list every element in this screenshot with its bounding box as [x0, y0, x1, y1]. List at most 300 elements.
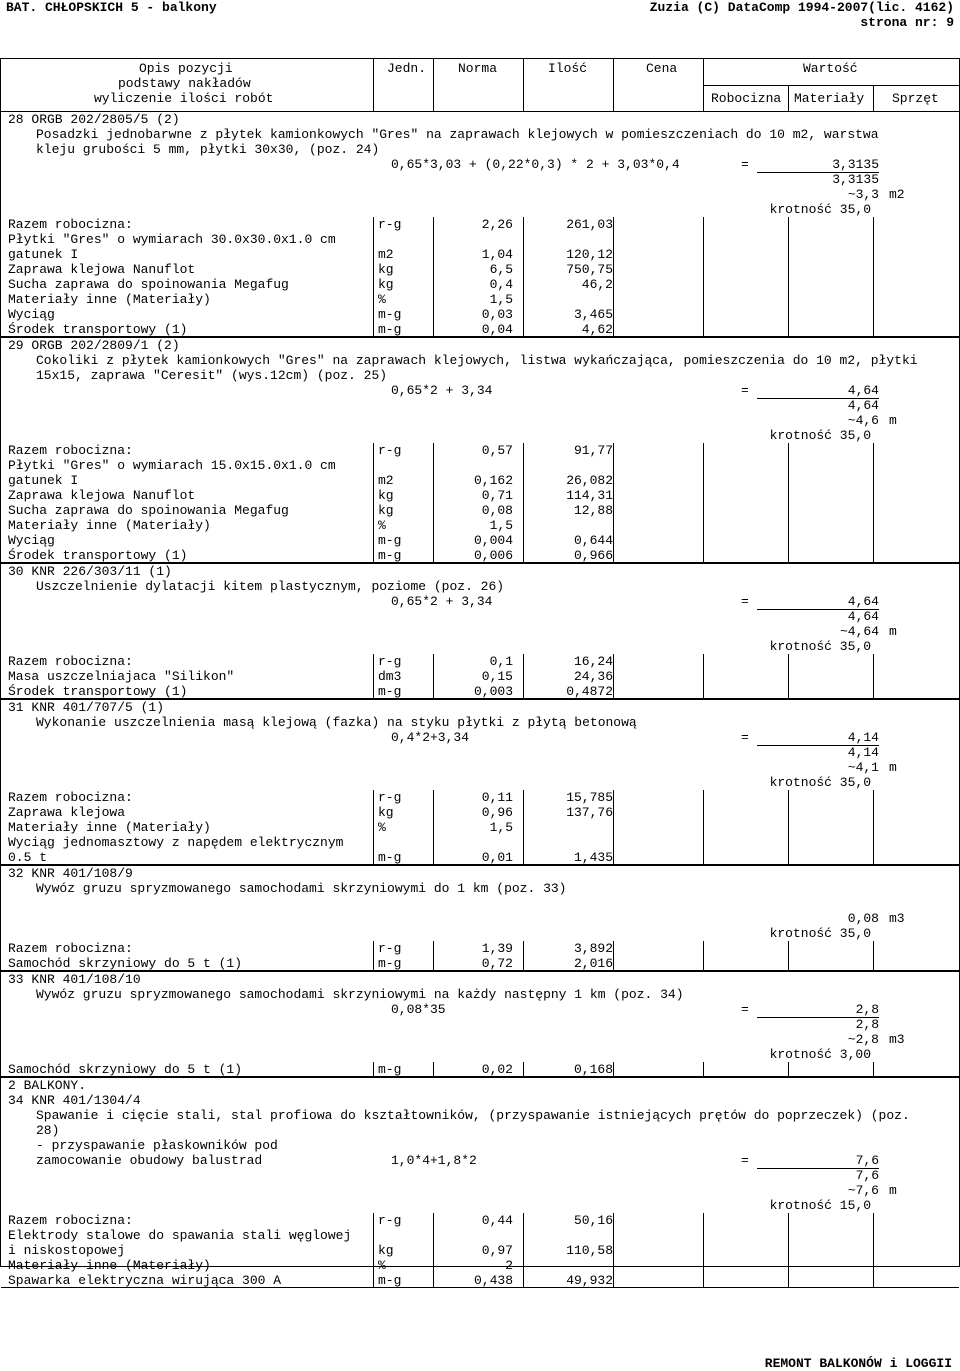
column-rule	[373, 247, 374, 262]
resource-unit: m-g	[378, 1273, 402, 1288]
quantity-unit: m3	[889, 1032, 905, 1047]
column-rule	[523, 835, 524, 850]
column-rule	[373, 654, 374, 669]
formula-result: 4,64	[757, 383, 879, 399]
column-rule	[523, 322, 524, 337]
quantity-value	[1, 398, 959, 413]
resource-row	[1, 790, 959, 805]
column-rule	[788, 232, 789, 247]
table-body	[1, 111, 959, 1288]
quantity-unit: m	[889, 413, 897, 428]
column-rule	[788, 850, 789, 865]
column-rule	[873, 473, 874, 488]
column-rule	[433, 307, 434, 322]
resource-quantity: 26,082	[566, 473, 613, 488]
column-rule	[873, 458, 874, 473]
column-rule	[373, 1273, 374, 1288]
resource-quantity: 91,77	[573, 443, 613, 458]
column-rule	[788, 262, 789, 277]
resource-unit: r-g	[378, 443, 402, 458]
column-rule	[433, 956, 434, 971]
position-header	[1, 971, 959, 987]
column-rule	[433, 790, 434, 805]
resource-row	[1, 1062, 959, 1077]
resource-norma: 0,08	[481, 503, 513, 518]
quantity-unit: m2	[889, 187, 905, 202]
column-rule	[373, 669, 374, 684]
column-rule	[788, 518, 789, 533]
column-rule	[613, 790, 614, 805]
column-rule	[433, 1062, 434, 1077]
description-text: - przyspawanie płaskowników pod	[36, 1138, 278, 1153]
column-rule	[373, 820, 374, 835]
column-rule	[523, 443, 524, 458]
column-rule	[788, 292, 789, 307]
resource-name: Razem robocizna:	[8, 443, 133, 458]
resource-unit: kg	[378, 277, 394, 292]
multiplier-text: krotność 35,0	[769, 926, 871, 941]
column-rule	[703, 292, 704, 307]
col-norma: Norma	[458, 61, 498, 76]
col-ilosc: Ilość	[548, 61, 588, 76]
column-rule	[523, 820, 524, 835]
column-rule	[433, 1213, 434, 1228]
resource-quantity: 120,12	[566, 247, 613, 262]
resource-row	[1, 322, 959, 337]
resource-row	[1, 941, 959, 956]
col-opis-3: wyliczenie ilości robót	[94, 91, 274, 106]
equals-sign: =	[741, 1153, 749, 1168]
column-rule	[873, 232, 874, 247]
column-rule	[613, 277, 614, 292]
column-rule	[433, 1243, 434, 1258]
position-description	[1, 715, 959, 730]
resource-row	[1, 307, 959, 322]
quantity-unit: m	[889, 1183, 897, 1198]
resource-norma: 0,1	[489, 654, 513, 669]
formula-text: 1,0*4+1,8*2	[391, 1153, 477, 1168]
column-rule	[788, 247, 789, 262]
column-rule	[873, 790, 874, 805]
quantity-value	[1, 187, 959, 202]
column-rule	[373, 533, 374, 548]
column-rule	[373, 1258, 374, 1273]
column-rule	[373, 850, 374, 865]
column-rule	[613, 956, 614, 971]
column-rule	[788, 1258, 789, 1273]
resource-norma: 0,44	[481, 1213, 513, 1228]
column-rule	[373, 443, 374, 458]
column-rule	[433, 217, 434, 232]
column-rule	[373, 941, 374, 956]
resource-name: Środek transportowy (1)	[8, 322, 188, 337]
column-rule	[613, 805, 614, 820]
column-rule	[703, 941, 704, 956]
multiplier-text: krotność 15,0	[769, 1198, 871, 1213]
column-rule	[703, 277, 704, 292]
resource-row	[1, 548, 959, 563]
quantity-formula	[1, 383, 959, 398]
column-rule	[788, 654, 789, 669]
column-rule	[433, 684, 434, 699]
quantity-unit: m3	[889, 911, 905, 926]
column-rule	[613, 262, 614, 277]
resource-quantity: 24,36	[573, 669, 613, 684]
multiplier-text: krotność 35,0	[769, 202, 871, 217]
column-rule	[873, 262, 874, 277]
quantity-number: 7,6	[855, 1168, 879, 1183]
column-rule	[613, 503, 614, 518]
column-rule	[788, 956, 789, 971]
column-rule	[703, 518, 704, 533]
description-text: 15x15, zaprawa "Ceresit" (wys.12cm) (poz. 25)	[36, 368, 388, 383]
resource-unit: m-g	[378, 548, 402, 563]
resource-unit: kg	[378, 1243, 394, 1258]
column-rule	[523, 458, 524, 473]
column-rule	[703, 805, 704, 820]
column-rule	[433, 835, 434, 850]
resource-row	[1, 850, 959, 865]
resource-quantity: 49,932	[566, 1273, 613, 1288]
column-rule	[523, 533, 524, 548]
column-rule	[703, 488, 704, 503]
quantity-formula	[1, 157, 959, 172]
column-rule	[523, 518, 524, 533]
column-rule	[523, 292, 524, 307]
col-opis-1: Opis pozycji	[139, 61, 233, 76]
quantity-number: ~4,1	[847, 760, 879, 775]
resource-norma: 0,72	[481, 956, 513, 971]
column-rule	[523, 1243, 524, 1258]
resource-norma: 6,5	[489, 262, 513, 277]
position-description	[1, 368, 959, 383]
description-text: kleju grubości 5 mm, płytki 30x30, (poz. 24)	[36, 142, 380, 157]
resource-name: Materiały inne (Materiały)	[8, 820, 211, 835]
column-rule	[373, 684, 374, 699]
resource-unit: m-g	[378, 850, 402, 865]
position-code: 34 KNR 401/1304/4	[8, 1093, 141, 1108]
column-rule	[873, 1228, 874, 1243]
resource-norma: 1,39	[481, 941, 513, 956]
column-rule	[433, 533, 434, 548]
quantity-value	[1, 1017, 959, 1032]
column-rule	[703, 654, 704, 669]
resource-quantity: 3,892	[573, 941, 613, 956]
quantity-formula	[1, 594, 959, 609]
resource-row	[1, 292, 959, 307]
column-rule	[523, 805, 524, 820]
column-rule	[373, 217, 374, 232]
multiplier	[1, 775, 959, 790]
column-rule	[373, 322, 374, 337]
multiplier	[1, 1047, 959, 1062]
column-rule	[873, 1243, 874, 1258]
column-rule	[373, 956, 374, 971]
resource-norma: 1,5	[489, 292, 513, 307]
column-rule	[703, 820, 704, 835]
column-rule	[788, 669, 789, 684]
column-rule	[703, 1258, 704, 1273]
column-rule	[433, 1228, 434, 1243]
column-rule	[523, 1213, 524, 1228]
column-rule	[873, 835, 874, 850]
column-rule	[523, 790, 524, 805]
quantity-value	[1, 1168, 959, 1183]
column-rule	[788, 1273, 789, 1288]
description-text: Wykonanie uszczelnienia masą klejową (fazka) na styku płytki z płytą betonową	[36, 715, 637, 730]
column-rule	[433, 820, 434, 835]
resource-norma: 0,04	[481, 322, 513, 337]
column-rule	[873, 518, 874, 533]
resource-name: Płytki "Gres" o wymiarach 15.0x15.0x1.0 cm	[8, 458, 336, 473]
column-rule	[523, 262, 524, 277]
column-rule	[703, 262, 704, 277]
equals-sign: =	[741, 1002, 749, 1017]
column-rule	[873, 307, 874, 322]
multiplier	[1, 639, 959, 654]
resource-norma: 0,438	[473, 1273, 513, 1288]
position-description	[1, 1138, 959, 1153]
quantity-number: 2,8	[855, 1017, 879, 1032]
column-rule	[613, 820, 614, 835]
position-code: 32 KNR 401/108/9	[8, 866, 133, 881]
column-rule	[373, 292, 374, 307]
column-rule	[373, 548, 374, 563]
quantity-value	[1, 413, 959, 428]
column-rule	[373, 1228, 374, 1243]
column-rule	[873, 941, 874, 956]
column-rule	[523, 217, 524, 232]
column-rule	[873, 820, 874, 835]
resource-name: Razem robocizna:	[8, 217, 133, 232]
resource-row	[1, 473, 959, 488]
column-rule	[788, 1062, 789, 1077]
column-rule	[788, 473, 789, 488]
column-rule	[613, 217, 614, 232]
resource-name: Masa uszczelniajaca "Silikon"	[8, 669, 235, 684]
resource-norma: 0,006	[473, 548, 513, 563]
position-description	[1, 579, 959, 594]
resource-row	[1, 820, 959, 835]
multiplier	[1, 1198, 959, 1213]
column-rule	[613, 533, 614, 548]
quantity-formula	[1, 730, 959, 745]
resource-unit: r-g	[378, 941, 402, 956]
col-wartosc: Wartość	[803, 61, 858, 76]
resource-quantity: 46,2	[581, 277, 613, 292]
resource-quantity: 0,644	[573, 533, 613, 548]
resource-name: Elektrody stalowe do spawania stali węglowej	[8, 1228, 352, 1243]
position-code: 2 BALKONY.	[8, 1078, 87, 1093]
column-rule	[523, 503, 524, 518]
resource-name: Razem robocizna:	[8, 790, 133, 805]
column-rule	[873, 533, 874, 548]
column-rule	[788, 941, 789, 956]
column-rule	[613, 443, 614, 458]
column-rule	[613, 488, 614, 503]
column-rule	[788, 820, 789, 835]
resource-name: Samochód skrzyniowy do 5 t (1)	[8, 1062, 243, 1077]
resource-norma: 0,162	[473, 473, 513, 488]
resource-row	[1, 805, 959, 820]
column-rule	[703, 956, 704, 971]
column-rule	[613, 1273, 614, 1288]
resource-unit: kg	[378, 503, 394, 518]
column-rule	[613, 292, 614, 307]
column-rule	[373, 262, 374, 277]
position-header	[1, 337, 959, 353]
column-rule	[523, 1273, 524, 1288]
table-header	[1, 59, 959, 112]
column-rule	[433, 654, 434, 669]
column-rule	[703, 322, 704, 337]
quantity-number: 4,64	[847, 609, 879, 624]
resource-name: 0.5 t	[8, 850, 48, 865]
resource-unit: kg	[378, 488, 394, 503]
quantity-number: ~2,8	[847, 1032, 879, 1047]
resource-row	[1, 217, 959, 232]
col-opis-2: podstawy nakładów	[118, 76, 251, 91]
column-rule	[703, 684, 704, 699]
resource-unit: m-g	[378, 1062, 402, 1077]
column-rule	[433, 292, 434, 307]
column-rule	[433, 1273, 434, 1288]
resource-row	[1, 488, 959, 503]
description-text: 28)	[36, 1123, 60, 1138]
column-rule	[613, 941, 614, 956]
resource-name: Wyciąg	[8, 533, 55, 548]
column-rule	[703, 247, 704, 262]
column-rule	[523, 473, 524, 488]
resource-norma: 0,03	[481, 307, 513, 322]
resource-row	[1, 669, 959, 684]
column-rule	[703, 790, 704, 805]
resource-quantity: 50,16	[573, 1213, 613, 1228]
column-rule	[523, 956, 524, 971]
position-code: 28 ORGB 202/2805/5 (2)	[8, 112, 180, 127]
column-rule	[788, 1213, 789, 1228]
quantity-value	[1, 1032, 959, 1047]
resource-unit: kg	[378, 805, 394, 820]
column-rule	[433, 473, 434, 488]
column-rule	[613, 850, 614, 865]
resource-name: gatunek I	[8, 247, 79, 262]
program-license: Zuzia (C) DataComp 1994-2007(lic. 4162)	[649, 0, 954, 15]
resource-name: Sucha zaprawa do spoinowania Megafug	[8, 503, 289, 518]
document-title: BAT. CHŁOPSKICH 5 - balkony	[6, 0, 217, 15]
column-rule	[788, 322, 789, 337]
resource-norma: 2	[505, 1258, 513, 1273]
resource-unit: kg	[378, 262, 394, 277]
quantity-value	[1, 624, 959, 639]
formula-result: 4,64	[757, 594, 879, 610]
position-description	[1, 127, 959, 142]
position-code: 29 ORGB 202/2809/1 (2)	[8, 338, 180, 353]
column-rule	[433, 443, 434, 458]
column-rule	[523, 669, 524, 684]
column-rule	[433, 941, 434, 956]
col-cena: Cena	[646, 61, 678, 76]
column-rule	[703, 548, 704, 563]
resource-name: gatunek I	[8, 473, 79, 488]
column-rule	[373, 473, 374, 488]
column-rule	[873, 669, 874, 684]
resource-row	[1, 1243, 959, 1258]
column-rule	[373, 488, 374, 503]
column-rule	[703, 217, 704, 232]
column-rule	[613, 1243, 614, 1258]
column-rule	[373, 1243, 374, 1258]
multiplier-text: krotność 35,0	[769, 639, 871, 654]
column-rule	[788, 503, 789, 518]
column-rule	[703, 533, 704, 548]
column-rule	[703, 1213, 704, 1228]
column-rule	[523, 1062, 524, 1077]
quantity-unit: m	[889, 760, 897, 775]
resource-name: Wyciąg	[8, 307, 55, 322]
resource-quantity: 2,016	[573, 956, 613, 971]
position-header	[1, 1077, 959, 1093]
resource-row	[1, 1273, 959, 1288]
column-rule	[873, 247, 874, 262]
resource-norma: 0,96	[481, 805, 513, 820]
multiplier	[1, 926, 959, 941]
resource-unit: %	[378, 518, 386, 533]
column-rule	[523, 1258, 524, 1273]
column-rule	[373, 1062, 374, 1077]
quantity-number: 4,14	[847, 745, 879, 760]
blank-line	[1, 896, 959, 911]
formula-text: 0,65*2 + 3,34	[391, 383, 493, 398]
column-rule	[613, 307, 614, 322]
formula-text: 0,65*2 + 3,34	[391, 594, 493, 609]
column-rule	[613, 322, 614, 337]
column-rule	[873, 1213, 874, 1228]
column-rule	[788, 488, 789, 503]
column-rule	[703, 850, 704, 865]
resource-unit: m-g	[378, 533, 402, 548]
resource-name: Razem robocizna:	[8, 941, 133, 956]
resource-quantity: 12,88	[573, 503, 613, 518]
column-rule	[433, 488, 434, 503]
resource-name: Samochód skrzyniowy do 5 t (1)	[8, 956, 243, 971]
resource-norma: 0,003	[473, 684, 513, 699]
column-rule	[433, 669, 434, 684]
position-description	[1, 1123, 959, 1138]
column-rule	[703, 1273, 704, 1288]
resource-name: Zaprawa klejowa	[8, 805, 126, 820]
column-rule	[703, 1243, 704, 1258]
quantity-formula	[1, 1002, 959, 1017]
resource-unit: m-g	[378, 307, 402, 322]
column-rule	[873, 488, 874, 503]
column-rule	[373, 518, 374, 533]
quantity-value	[1, 745, 959, 760]
column-rule	[873, 277, 874, 292]
column-rule	[788, 1228, 789, 1243]
position-code: 33 KNR 401/108/10	[8, 972, 141, 987]
quantity-value	[1, 609, 959, 624]
resource-norma: 0,97	[481, 1243, 513, 1258]
resource-row	[1, 518, 959, 533]
resource-quantity: 0,168	[573, 1062, 613, 1077]
resource-unit: %	[378, 820, 386, 835]
resource-quantity: 114,31	[566, 488, 613, 503]
col-sprzet: Sprzęt	[892, 91, 939, 106]
formula-text: 0,65*3,03 + (0,22*0,3) * 2 + 3,03*0,4	[391, 157, 680, 172]
resource-name: Zaprawa klejowa Nanuflot	[8, 488, 196, 503]
quantity-number: ~7,6	[847, 1183, 879, 1198]
